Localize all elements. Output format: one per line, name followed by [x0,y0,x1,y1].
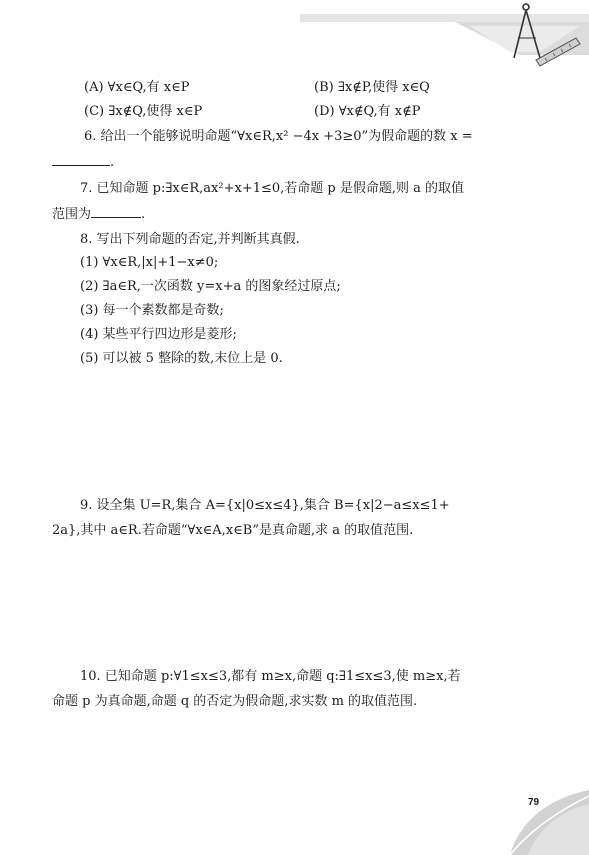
question-7-end: . [141,207,146,222]
question-7-continuation [52,205,145,224]
question-6-end: . [110,155,115,170]
option-d: (D) ∀x∉Q,有 x∉P [314,104,421,119]
question-7-text: 7. 已知命题 p:∃x∈R,ax²+x+1≤0,若命题 p 是假命题,则 a 的取值 [80,181,465,196]
question-8-item: (1) ∀x∈R,|x|+1−x≠0; [80,255,219,270]
option-a: (A) ∀x∈Q,有 x∈P [84,80,190,95]
question-8-item: (3) 每一个素数都是奇数; [80,303,224,318]
answer-blank [52,153,110,166]
question-9-continuation: 2a},其中 a∈R.若命题“∀x∈A,x∈B”是真命题,求 a 的取值范围. [52,523,414,538]
leaf-decoration [500,790,589,855]
question-8-title: 8. 写出下列命题的否定,并判断其真假. [80,232,300,247]
question-7-range-label: 范围为 [52,207,92,222]
question-8-item: (2) ∃a∈R,一次函数 y=x+a 的图象经过原点; [80,279,341,294]
option-b: (B) ∃x∉P,使得 x∈Q [314,80,430,95]
question-9-text: 9. 设全集 U=R,集合 A={x|0≤x≤4},集合 B={x|2−a≤x≤1+ [80,498,450,513]
question-6-answer-line [52,153,114,172]
question-8-item: (4) 某些平行四边形是菱形; [80,327,237,342]
answer-blank [91,205,141,218]
question-10-text: 10. 已知命题 p:∀1≤x≤3,都有 m≥x,命题 q:∃1≤x≤3,使 m≥x,若 [80,669,461,684]
header-decoration [0,0,589,75]
question-8-item: (5) 可以被 5 整除的数,末位上是 0. [80,351,283,366]
option-c: (C) ∃x∉Q,使得 x∈P [84,104,203,119]
question-10-continuation: 命题 p 为真命题,命题 q 的否定为假命题,求实数 m 的取值范围. [52,694,418,709]
question-6-text: 6. 给出一个能够说明命题“∀x∈R,x² −4x +3≥0”为假命题的数 x = [84,129,473,144]
page-number: 79 [528,797,540,808]
